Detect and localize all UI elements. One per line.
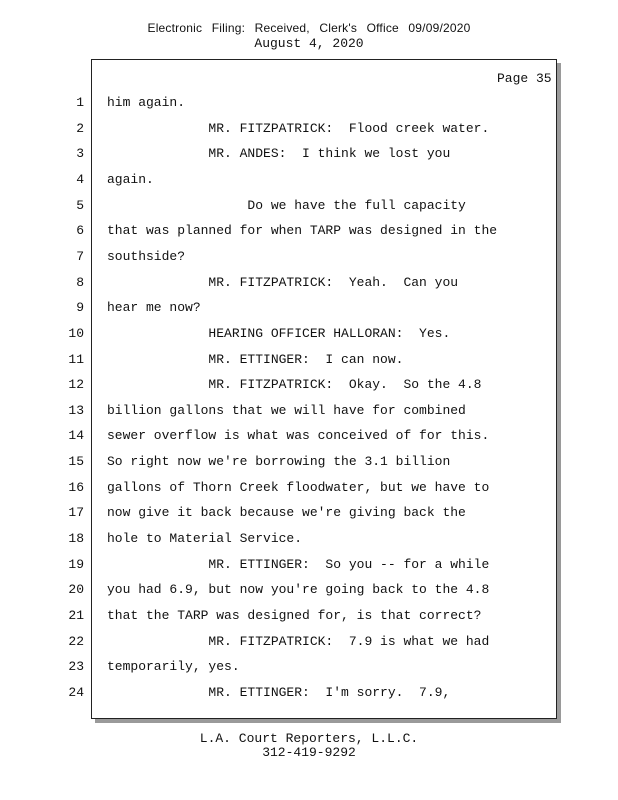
line-text: gallons of Thorn Creek floodwater, but we have to bbox=[107, 479, 490, 495]
transcript-line bbox=[0, 325, 560, 343]
line-text: that was planned for when TARP was designed in the bbox=[107, 223, 498, 239]
line-number: 6 bbox=[76, 223, 84, 239]
line-text: MR. ETTINGER: So you -- for a while bbox=[107, 556, 490, 572]
transcript-line bbox=[0, 274, 560, 292]
line-number: 17 bbox=[68, 505, 84, 521]
court-reporter-name: L.A. Court Reporters, L.L.C. bbox=[199, 731, 419, 746]
transcript-line bbox=[0, 222, 560, 240]
line-number: 18 bbox=[68, 531, 84, 547]
court-reporter-phone: 312-419-9292 bbox=[262, 745, 356, 760]
line-text: HEARING OFFICER HALLORAN: Yes. bbox=[107, 325, 451, 341]
line-text: MR. ANDES: I think we lost you bbox=[107, 146, 451, 162]
transcript-line bbox=[0, 658, 560, 676]
line-number: 14 bbox=[68, 428, 84, 444]
line-text: hole to Material Service. bbox=[107, 531, 303, 547]
line-number: 11 bbox=[68, 351, 84, 367]
line-number: 13 bbox=[68, 402, 84, 418]
page-number: Page 35 bbox=[497, 71, 552, 86]
transcript-line bbox=[0, 427, 560, 445]
transcript-line bbox=[0, 581, 560, 599]
line-text: hear me now? bbox=[107, 300, 201, 316]
transcript-line bbox=[0, 94, 560, 112]
transcript-line bbox=[0, 479, 560, 497]
line-number: 2 bbox=[76, 120, 84, 136]
line-text: MR. FITZPATRICK: Flood creek water. bbox=[107, 120, 490, 136]
line-text: MR. FITZPATRICK: Okay. So the 4.8 bbox=[107, 377, 482, 393]
transcript-line bbox=[0, 299, 560, 317]
line-text: you had 6.9, but now you're going back to the 4.8 bbox=[107, 582, 490, 598]
line-number: 15 bbox=[68, 454, 84, 470]
line-number: 4 bbox=[76, 171, 84, 187]
line-text: sewer overflow is what was conceived of for this. bbox=[107, 428, 490, 444]
line-number: 22 bbox=[68, 633, 84, 649]
line-text: him again. bbox=[107, 95, 186, 110]
transcript-line bbox=[0, 453, 560, 471]
line-text: now give it back because we're giving back the bbox=[107, 505, 466, 521]
transcript-line bbox=[0, 402, 560, 420]
transcript-line bbox=[0, 556, 560, 574]
transcript-line bbox=[0, 376, 560, 394]
line-text: So right now we're borrowing the 3.1 billion bbox=[107, 454, 451, 470]
line-text: Do we have the full capacity bbox=[107, 197, 466, 213]
transcript-line bbox=[0, 633, 560, 651]
transcript-line bbox=[0, 607, 560, 625]
line-number: 5 bbox=[76, 197, 84, 213]
electronic-filing-stamp: Electronic Filing: Received, Clerk's Office 09/09/2020 bbox=[147, 21, 471, 35]
line-number: 19 bbox=[68, 556, 84, 572]
line-number: 1 bbox=[76, 95, 84, 110]
line-text: again. bbox=[107, 171, 154, 187]
transcript-line bbox=[0, 684, 560, 702]
line-text: MR. FITZPATRICK: 7.9 is what we had bbox=[107, 633, 490, 649]
line-number: 7 bbox=[76, 248, 84, 264]
transcript-line bbox=[0, 504, 560, 522]
line-number: 16 bbox=[68, 479, 84, 495]
line-number: 3 bbox=[76, 146, 84, 162]
hearing-date: August 4, 2020 bbox=[254, 36, 364, 51]
line-text: that the TARP was designed for, is that correct? bbox=[107, 608, 482, 623]
line-text: temporarily, yes. bbox=[107, 659, 240, 675]
line-text: MR. ETTINGER: I'm sorry. 7.9, bbox=[107, 684, 451, 700]
transcript-line bbox=[0, 248, 560, 266]
line-number: 8 bbox=[76, 274, 84, 290]
line-number: 9 bbox=[76, 300, 84, 316]
line-text: MR. FITZPATRICK: Yeah. Can you bbox=[107, 274, 459, 290]
line-number: 12 bbox=[68, 377, 84, 393]
line-number: 24 bbox=[68, 684, 84, 700]
transcript-line bbox=[0, 351, 560, 369]
line-text: southside? bbox=[107, 248, 186, 264]
line-number: 23 bbox=[68, 659, 84, 675]
line-number: 20 bbox=[68, 582, 84, 598]
transcript-line bbox=[0, 171, 560, 189]
transcript-line bbox=[0, 530, 560, 548]
transcript-line bbox=[0, 145, 560, 163]
transcript-line bbox=[0, 120, 560, 138]
line-number: 10 bbox=[68, 325, 84, 341]
line-text: billion gallons that we will have for combined bbox=[107, 402, 466, 418]
line-number: 21 bbox=[68, 608, 84, 623]
line-text: MR. ETTINGER: I can now. bbox=[107, 351, 404, 367]
transcript-line bbox=[0, 197, 560, 215]
